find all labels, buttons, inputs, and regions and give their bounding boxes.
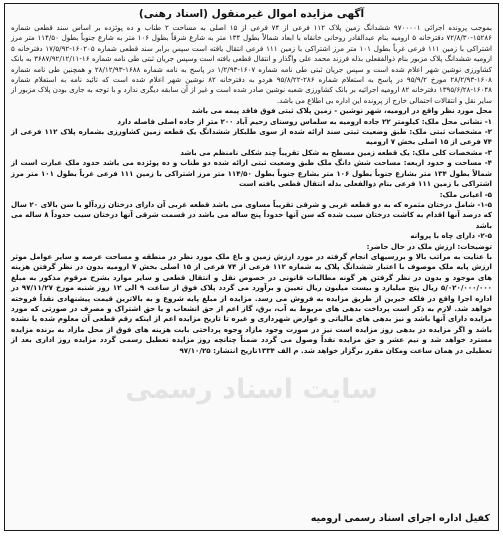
item-trees: ۱-۵- شامل درختان مثمره که به دو قطعه غربی و شرقی تقریباً مساوی می باشد قطعه غربی آن دارای درختان زردآلو با سن بالای ۲۰ سال که درصد آنها اقدام به کاشت درختان سیب شده که سن آنها حدوداً پنج ساله می باشد در قسمت شرقی آنها درختان سیب حدوداً ۸ ساله می باشد xyxy=(11,199,493,230)
location-line: محل مورد نظر واقع در ارومیه، شهر نوشین - زمین پلاک ثبتی فوق فاقد پیمه می باشد xyxy=(191,106,492,116)
watermark: سایت اسناد رسمی xyxy=(125,374,378,405)
item-area-boundaries: ۴- مساحت و حدود اربعه: مساحت شش دانگ ملک طبق وضعیت ثبتی ارائه شده دو طناب و ده پوئزده می باشد حدود ملک عبارت است از شمالاً بطول ۱۳۴ متر بشارع جنوباً بطول ۱۰۶ متر بشارع جنوباً بطول ۱۱۴/۵۰ متر مرز اشتراکی با زمین ۱۱۱ فرعی غرباً بطول ۱۰۱ متر مرز اشتراکی با زمین ۱۱۱ فرعی بنام ذوالفعلی بذله انتقال قطعی یافته است xyxy=(11,158,493,189)
intro-paragraph: بموجب پرونده اجرائی ۹۷۰۰۰۰۱ ششدانگ زمین پلاک ۱۱۲ فرعی از ۷۴ فرعی از ۱۵ اصلی به مساحت ۲ طناب و ده پوئزده بر اساس سند قطعی شماره ۱۵۲۸۶-۷۲/۸/۳۰ دفترخانه ۵ ارومیه بنام عبدالقادر روحانی خانقاه با ابعاد شمالاً بطول ۱۳۴ متر به شارع شرقاً بطول ۱۰۶ متر به شارع جنوباً بطول ۱۱۴/۵۰ متر مرز اشتراکی با زمین ۱۱۱ فرعی غرباً بطول ۱۰۱ متر مرز اشتراکی با زمین ۱۱۱ فرعی انتقال یافته است سپس برابر سند قطعی شماره ۱۶۰۲۰۵-۱۷/۵/۹۲ دفترخانه ۵ ارومیه ششدانگ پلاک مزبور بنام ذوالفقعلی بذله فرزند محمد علی واگذار و انتقال قطعی یافته است وسپس جریان ثبتی طی نامه شماره ۱۶-۳۶۸۷/۹۲/۱۲/۱۱ به بانک کشاورزی نوشین شهر اعلام شده است و سپس جریان ثبتی طی نامه شماره ۱۶۰۷-۱/۲/۹۳ در پاسخ به نامه شماره ۱۶۸۸-۲۸/۱۲/۹۳ و همچنین طی نامه شماره ۱۶۰۸-۲۸/۲/۹۳ مورخ ۹۵/۹/۲ در پاسخ به استعلام شماره ۲۸۶-۹۵/۸/۲۲ هردو به دفترخانه ۸۲ نوشین شهر اعلام شده است که تائید نامه به استعلام شماره ۱۶۰۴۸-۱۳۹۵/۶/۲۸ دفترخانه ۸۲ ارومیه اجرائیه بر بانک کشاورزی شعبه نوشین صادر شده است و غیر از آن سابقه دیگری ندارد و با توجه به جاری بودن پلاک مزبور از سایر نقل و انتقالات احتمالی خارج از پرونده این اداره بی اطلاع می باشد. xyxy=(11,23,493,105)
item-address: ۱- نشانی محل ملک: کیلومتر ۲۲ جاده ارومیه به سلماس روستای رحیم آباد ۲۰۰ متر از جاده اصلی فاصله دارد xyxy=(117,116,492,126)
item-well: ۲-۵- دارای چاه با پروانه xyxy=(410,231,492,241)
item-registration: ۲- مشخصات ثبتی ملک: طبق وضعیت ثبتی سند ارائه شده از سوی طلبکار ششدانگ یک قطعه زمین کشاورزی بشماره پلاک ۱۱۲ فرعی از ۷۴ فرعی از ۱۵ اصلی بخش ۷ ارومیه xyxy=(11,127,492,147)
valuation-heading: توضیحات: ارزش ملک در حال حاضر: xyxy=(366,241,492,251)
auction-notice xyxy=(4,3,499,531)
valuation-paragraph: با عنایت به مراتب بالا و بررسیهای انجام گرفته در مورد ارزش زمین و باغ ملک مورد نظر در منطقه و مساحت عرصه و سایر عوامل موثر ارزش پایه ملک موصوف با اعتبار ششدانگ پلاک به شماره ۱۱۲ فرعی از ۷۴ فرعی از ۱۵ اصلی بخش ۷ ارومیه بدون در نظر گرفتن هزینه های موجود و بدون در نظر گرفتن هر گونه مطالبات قانونی در خصوص نقل و انتقال قطعی و سایر موارد بشرح مرقوم مذکور به مبلغ ۵/۰۲۰/۰۰۰/۰۰۰ ریال پنج میلیارد و بیست میلیون ریال تعیین و برآورد می گردد پلاک فوق از ساعت ۹ الی ۱۲ روز شنبه مورخ ۹۷/۱۱/۲۷ در اداره اجرا واقع در فلکه خیرین از طریق مزایده به فروش می رسد. مزایده از مبلغ پایه شروع و به بالاترین قیمت پیشنهادی نقداً فروخته خواهد شد. لازم به ذکر است پرداخت بدهی های مربوط به آب، برق، گاز اعم از حق انشعاب و یا حق اشتراک و مصرف در صورتی که مورد مزایده دارای آنها باشد و نیز بدهی های مالیاتی و عوارض شهرداری و غیره تا تاریخ مزایده اعم از اینکه رقم قطعی آن معلوم شده یا نشده باشد و اگر مزایده در بدهی روز مزایده است نیز در صورت وجود مازاد وجوه پرداختی بابت هزینه های فوق از محل مازاد به برنده مزایده مسترد خواهد شد و نیم عشر و حق مزایده نقداً وصول می گردد ضمناً چنانچه روز مزایده تعطیل رسمی گردد مزایده روز اداری بعد از تعطیلی در همان ساعت ومکان مقرر برگزار خواهد شد. م الف ۱۳۳۴تاریخ انتشار: ۹۷/۱۰/۲۵ xyxy=(11,251,492,355)
signature-line: کفیل اداره اجرای اسناد رسمی ارومیه xyxy=(310,513,490,524)
notice-title: آگهی مزایده اموال غیرمنقول (اسناد رهنی) xyxy=(138,8,365,20)
item-structures-heading: ۵- اعیانی ملک: xyxy=(439,189,492,199)
item-general-specs: ۳- مشخصات کلی ملک: یک قطعه زمین مسطح به شکل تقریباً چند شکلی نامنظم می باشد xyxy=(180,147,492,157)
